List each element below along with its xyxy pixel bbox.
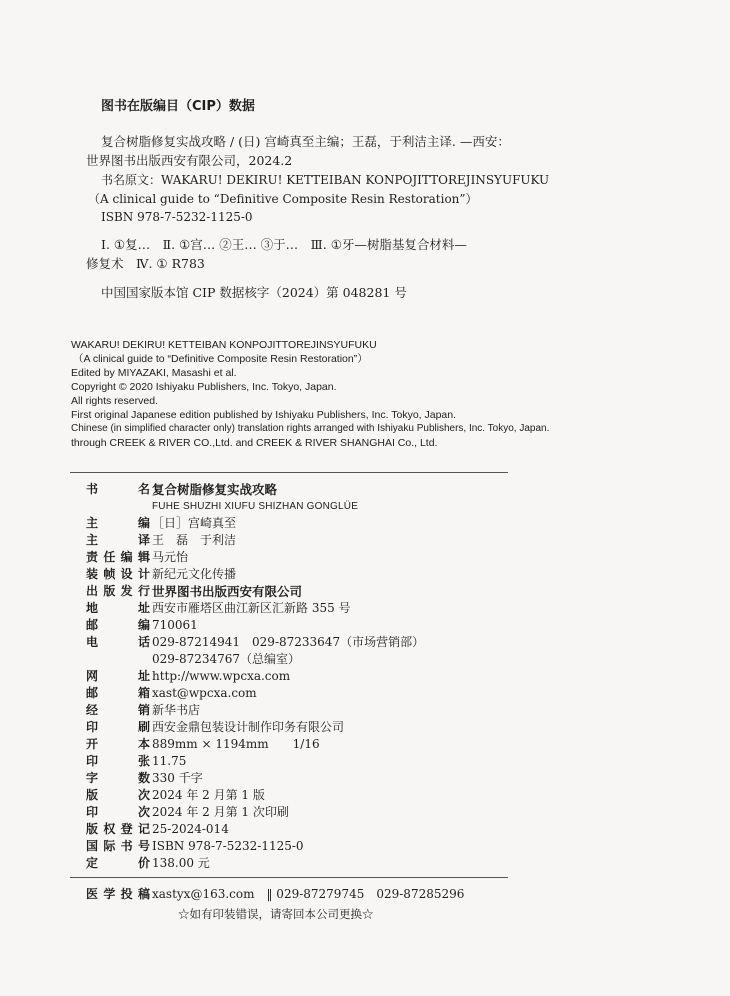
- detail-row-copyright-reg: [86, 821, 229, 838]
- detail-row-translator: [86, 532, 237, 549]
- cip-number: 中国国家版本馆 CIP 数据核字（2024）第 048281 号: [101, 285, 407, 300]
- detail-label: 电话: [86, 635, 150, 649]
- detail-label: 装帧设计: [86, 567, 150, 581]
- detail-value: xast@wpcxa.com: [152, 686, 257, 700]
- detail-row-printing: [86, 804, 289, 821]
- detail-value: 世界图书出版西安有限公司: [152, 584, 303, 599]
- detail-label: 邮箱: [86, 686, 150, 700]
- detail-value: 11.75: [152, 754, 187, 768]
- cip-heading: 图书在版编目（CIP）数据: [101, 99, 255, 114]
- detail-value: http://www.wpcxa.com: [152, 669, 291, 683]
- detail-row-distributor: [86, 702, 201, 719]
- detail-row-price: [86, 855, 210, 872]
- detail-row-publisher: [86, 583, 303, 600]
- cip-line-1: 复合树脂修复实战攻略 / (日) 宫崎真至主编；王磊，于利洁主译. —西安：: [101, 134, 510, 149]
- detail-value: 西安市雁塔区曲江新区汇新路 355 号: [152, 601, 351, 615]
- copyright-line-3: Edited by MIYAZAKI, Masashi et al.: [71, 367, 237, 379]
- detail-label: 邮编: [86, 618, 150, 632]
- detail-value: 029-87234767（总编室）: [152, 652, 301, 666]
- detail-label: 网址: [86, 669, 150, 683]
- copyright-line-1: WAKARU! DEKIRU! KETTEIBAN KONPOJITTOREJINSYUFUKU: [71, 339, 377, 351]
- detail-value: ［日］宫崎真至: [152, 516, 237, 530]
- detail-row-title: [86, 481, 278, 498]
- detail-value: 新华书店: [152, 703, 201, 717]
- detail-value: 新纪元文化传播: [152, 567, 237, 581]
- detail-row-address: [86, 600, 351, 617]
- copyright-line-4: Copyright © 2020 Ishiyaku Publishers, Inc. Tokyo, Japan.: [71, 381, 337, 393]
- cip-original-title: 书名原文：WAKARU! DEKIRU! KETTEIBAN KONPOJITTOREJINSYUFUKU: [101, 173, 550, 187]
- detail-row-design: [86, 566, 237, 583]
- detail-value: 西安金鼎包装设计制作印务有限公司: [152, 720, 345, 734]
- detail-row-format: [86, 736, 320, 753]
- cip-classification-1: Ⅰ. ①复… Ⅱ. ①宫… ②王… ③于… Ⅲ. ①牙—树脂基复合材料—: [101, 237, 467, 252]
- cip-original-subtitle: （A clinical guide to “Definitive Composite Resin Restoration”）: [88, 192, 478, 206]
- detail-label: 开本: [86, 737, 150, 751]
- detail-value: 330 千字: [152, 771, 203, 785]
- detail-row-sheets: [86, 753, 187, 770]
- copyright-line-7: Chinese (in simplified character only) translation rights arranged with Ishiyaku Publishers, Inc. Tokyo, Japan.: [71, 423, 550, 434]
- footer-contact-label: 医学投稿: [86, 887, 150, 901]
- bottom-divider: [70, 877, 508, 878]
- cip-line-2: 世界图书出版西安有限公司，2024.2: [86, 153, 293, 168]
- detail-label: 字数: [86, 771, 150, 785]
- detail-label: 国际书号: [86, 839, 150, 853]
- copyright-line-5: All rights reserved.: [71, 395, 158, 407]
- detail-row-isbn: [86, 838, 304, 855]
- detail-label: 责任编辑: [86, 550, 150, 564]
- detail-value: 25-2024-014: [152, 822, 229, 836]
- detail-value: 710061: [152, 618, 198, 632]
- detail-row-responsible-editor: [86, 549, 189, 566]
- detail-row-printer: [86, 719, 345, 736]
- detail-label: 印刷: [86, 720, 150, 734]
- copyright-line-6: First original Japanese edition published by Ishiyaku Publishers, Inc. Tokyo, Japan.: [71, 409, 457, 421]
- detail-value: ISBN 978-7-5232-1125-0: [152, 839, 304, 853]
- detail-value: FUHE SHUZHI XIUFU SHIZHAN GONGLÜE: [152, 501, 359, 512]
- detail-label: 印次: [86, 805, 150, 819]
- detail-row-editor: [86, 515, 237, 532]
- footer-contact-row: [86, 886, 465, 903]
- detail-value: 2024 年 2 月第 1 次印刷: [152, 805, 289, 819]
- detail-label: 版次: [86, 788, 150, 802]
- detail-row-email: [86, 685, 257, 702]
- detail-value: 889mm × 1194mm 1/16: [152, 737, 320, 751]
- cip-isbn: ISBN 978-7-5232-1125-0: [101, 210, 253, 224]
- detail-label: 定价: [86, 856, 150, 870]
- detail-label: 书名: [86, 482, 150, 496]
- detail-label: 地址: [86, 601, 150, 615]
- detail-row-phone: [86, 634, 425, 651]
- detail-value: 复合树脂修复实战攻略: [152, 482, 278, 497]
- detail-value: 王 磊 于利洁: [152, 533, 237, 547]
- copyright-line-2: （A clinical guide to “Definitive Composite Resin Restoration”）: [73, 353, 368, 365]
- detail-value: 马元怡: [152, 550, 189, 564]
- detail-row-website: [86, 668, 291, 685]
- detail-label: 主编: [86, 516, 150, 530]
- detail-label: 经销: [86, 703, 150, 717]
- detail-label: 印张: [86, 754, 150, 768]
- detail-row-postcode: [86, 617, 198, 634]
- cip-classification-2: 修复术 Ⅳ. ① R783: [86, 256, 205, 271]
- footer-notice: ☆如有印装错误，请寄回本公司更换☆: [178, 907, 374, 921]
- detail-label: 主译: [86, 533, 150, 547]
- detail-label: 版权登记: [86, 822, 150, 836]
- copyright-line-8: through CREEK & RIVER CO.,Ltd. and CREEK & RIVER SHANGHAI Co., Ltd.: [71, 437, 438, 449]
- detail-row-pinyin: [86, 498, 359, 515]
- footer-contact-value: xastyx@163.com ‖ 029-87279745 029-87285296: [152, 887, 465, 901]
- detail-value: 2024 年 2 月第 1 版: [152, 788, 265, 802]
- detail-label: 出版发行: [86, 584, 150, 598]
- detail-row-phone-2: [86, 651, 301, 668]
- detail-row-edition: [86, 787, 265, 804]
- detail-row-wordcount: [86, 770, 203, 787]
- top-divider: [70, 472, 508, 473]
- detail-value: 029-87214941 029-87233647（市场营销部）: [152, 635, 425, 649]
- detail-value: 138.00 元: [152, 856, 210, 870]
